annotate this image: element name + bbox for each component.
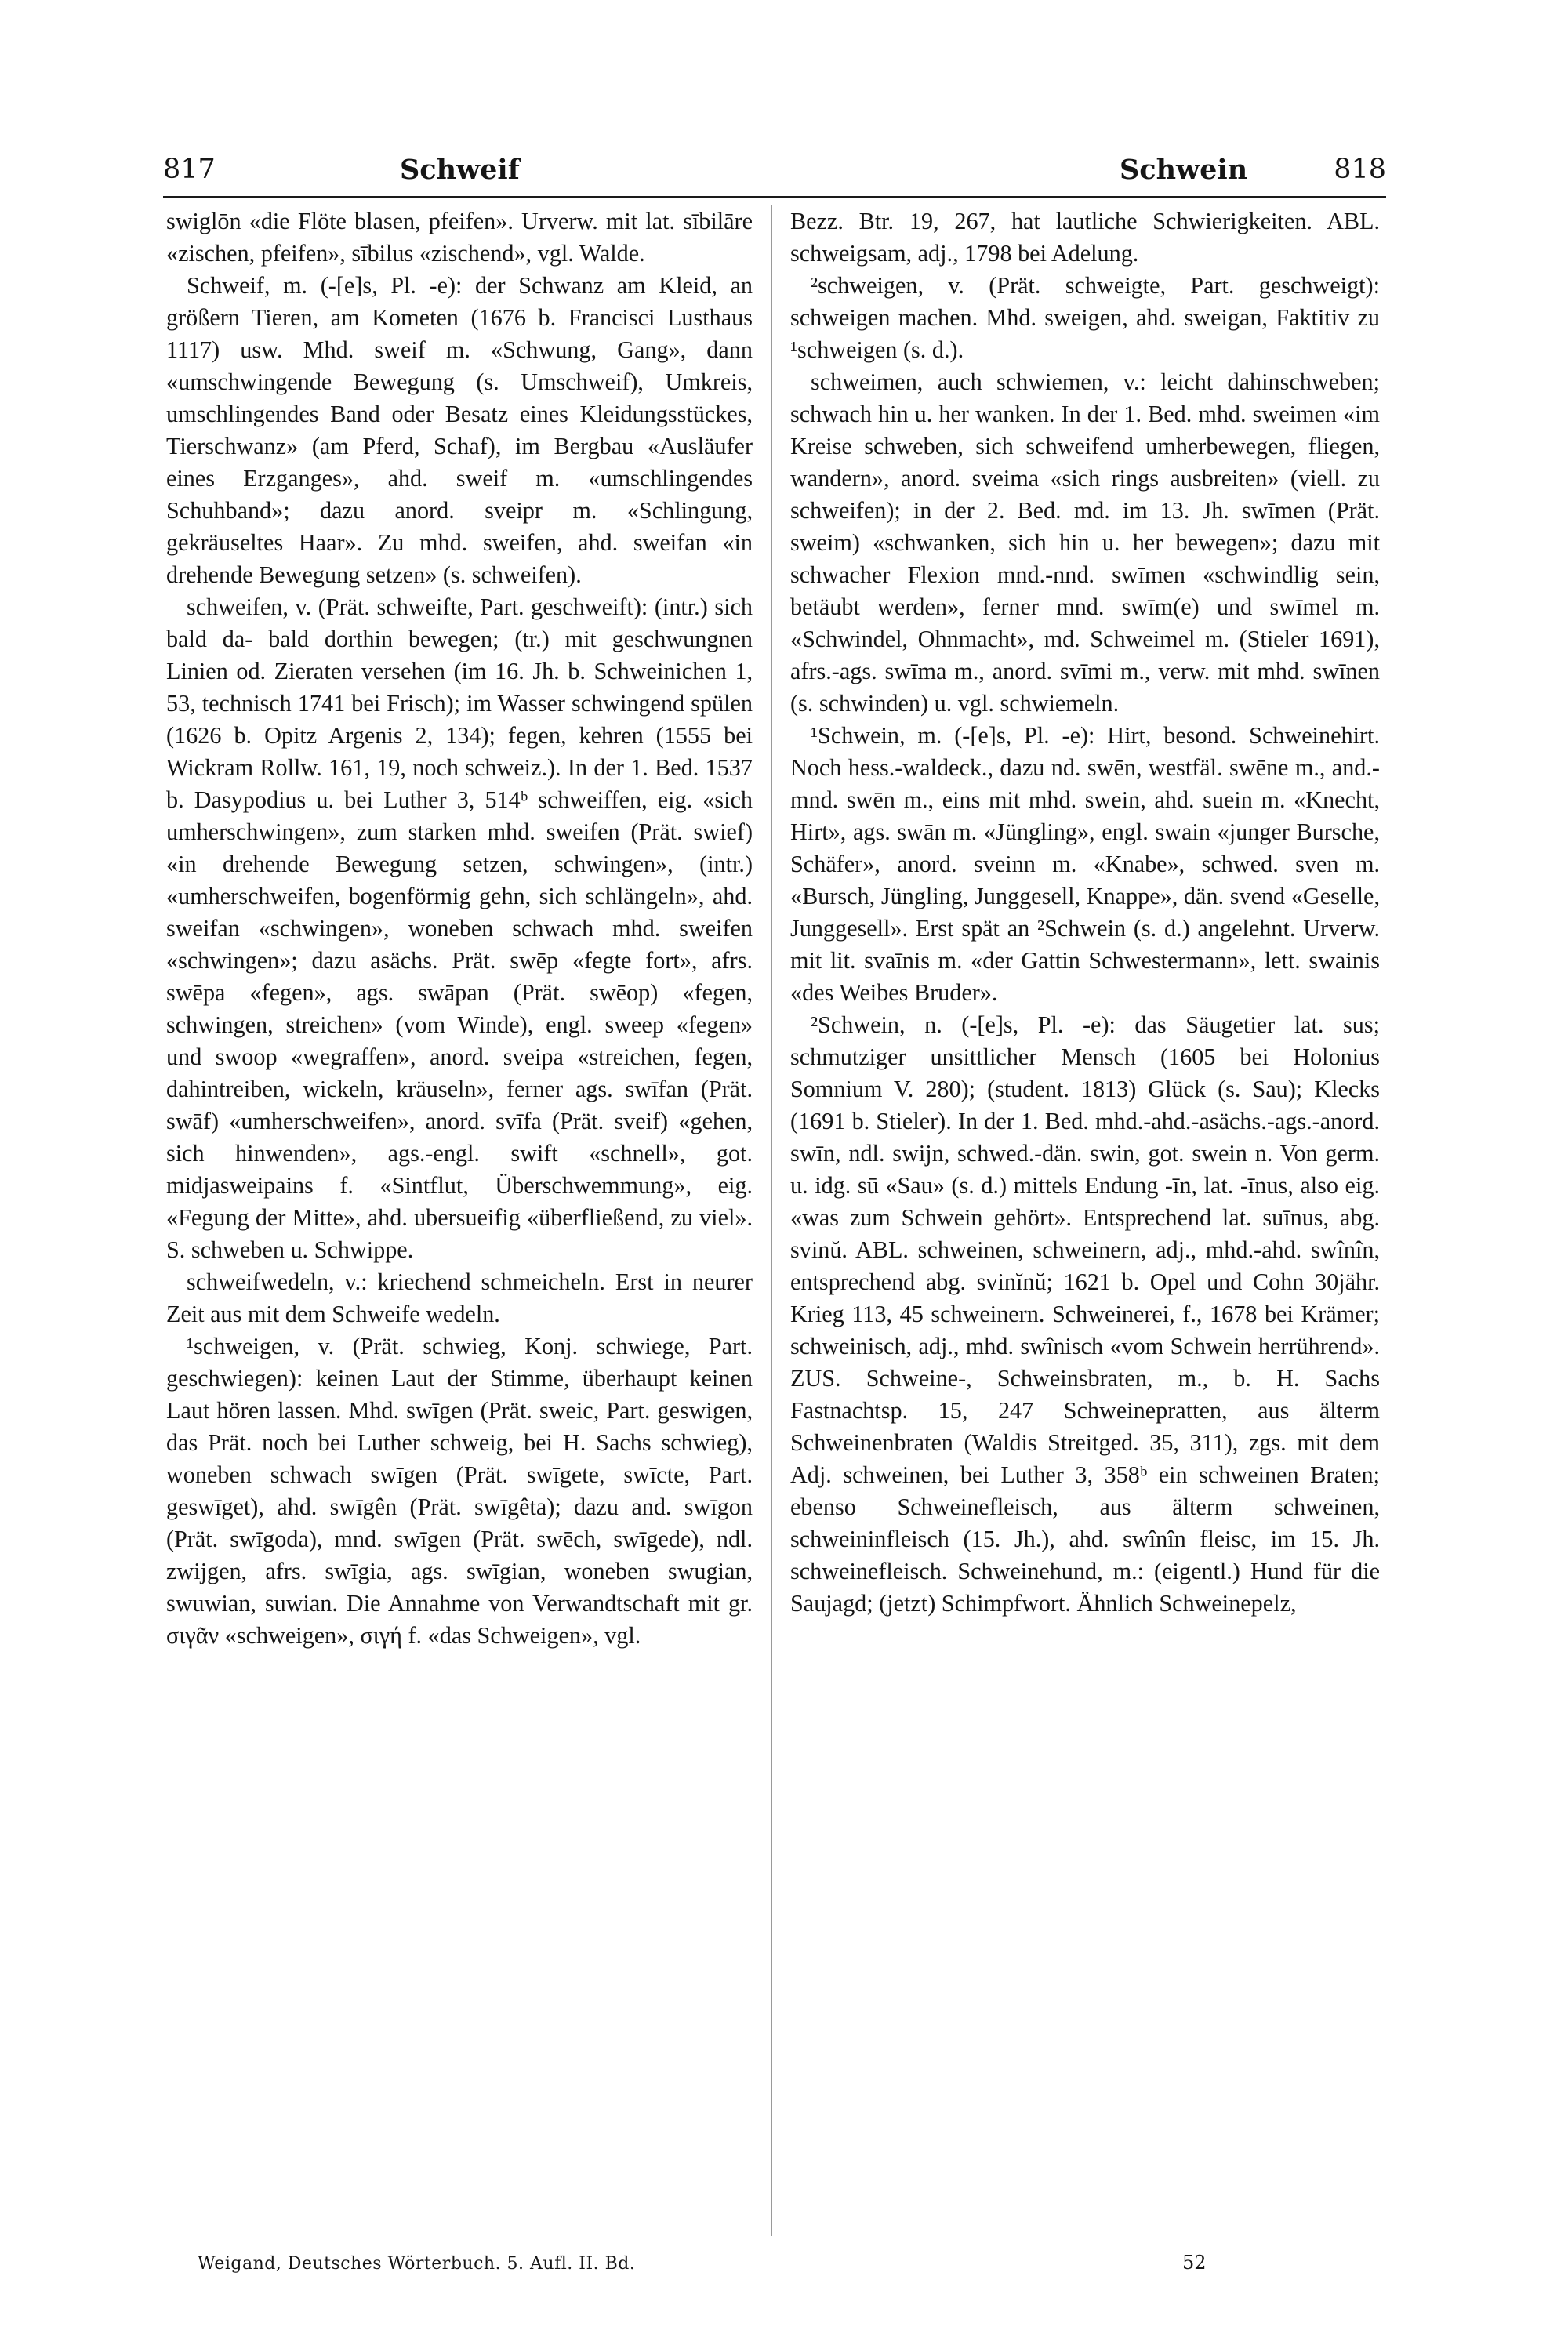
dictionary-entry: schweifen, v. (Prät. schweifte, Part. geschweift): (intr.) sich bald da- bald dorthin bewegen; (tr.) mit geschwungnen Linien od. Zieraten versehen (im 16. Jh. b. Schweinichen 1, 53, technisch 1741 bei Frisch); im Wasser schwingend spülen (1626 b. Opitz Argenis 2, 134); fegen, kehren (1555 bei Wickram Rollw. 161, 19, noch schweiz.). In der 1. Bed. 1537 b. Dasypodius u. bei Luther 3, 514ᵇ schweiffen, eig. «sich umherschwingen», zum starken mhd. sweifen (Prät. swief) «in drehende Bewegung setzen, schwingen», (intr.) «umherschweifen, bogenförmig gehn, sich schlängeln», ahd. sweifan «schwingen», woneben schwach mhd. sweifen «schwingen»; dazu asächs. Prät. swēp «fegte fort», afrs. swēpa «fegen», ags. swāpan (Prät. swēop) «fegen, schwingen, streichen» (vom Winde), engl. sweep «fegen» und swoop «wegraffen», anord. sveipa «streichen, fegen, dahintreiben, wickeln, kräuseln», ferner ags. swīfan (Prät. swāf) «umherschweifen», anord. svīfa (Prät. sveif) «gehen, sich hinwenden», ags.-engl. swift «schnell», got. midjasweipains f. «Sintflut, Überschwemmung», eig. «Fegung der Mitte», ahd. ubersueifig «überfließend, zu viel». S. schweben u. Schwippe. [166,593,753,1263]
header-rule [163,196,1386,198]
right-column [790,205,1380,2236]
running-header [163,154,1386,188]
column-divider [771,205,772,2236]
page-number-left: 817 [163,154,216,185]
dictionary-entry: Bezz. Btr. 19, 267, hat lautliche Schwierigkeiten. ABL. schweigsam, adj., 1798 bei Adelung. [790,208,1380,267]
page-number-right: 818 [1334,154,1386,185]
dictionary-entry: ¹schweigen, v. (Prät. schwieg, Konj. schwiege, Part. geschwiegen): keinen Laut der Stimme, überhaupt keinen Laut hören lassen. Mhd. swīgen (Prät. sweic, Part. geswigen, das Prät. noch bei Luther schweig, bei H. Sachs schwieg), woneben schwach swīgen (Prät. swīgete, swīcte, Part. geswīget), ahd. swīgên (Prät. swīgêta); dazu and. swīgon (Prät. swīgoda), mnd. swīgen (Prät. swēch, swīgede), ndl. zwijgen, afrs. swīgia, ags. swīgian, woneben swugian, swuwian, suwian. Die Annahme von Verwandtschaft mit gr. σιγᾶν «schweigen», σιγή f. «das Schweigen», vgl. [166,1333,753,1649]
running-title-left: Schweif [400,154,520,186]
dictionary-entry: schweimen, auch schwiemen, v.: leicht dahinschweben; schwach hin u. her wanken. In der 1. Bed. mhd. sweimen «im Kreise schweben, sich schweifend umherbewegen, fliegen, wandern», anord. sveima «sich rings ausbreiten» (viell. zu schweifen); in der 2. Bed. md. im 13. Jh. swīmen (Prät. sweim) «schwanken, sich hin u. her bewegen»; dazu mit schwacher Flexion mnd.-nnd. swīmen «schwindlig sein, betäubt werden», ferner mnd. swīm(e) und swīmel m. «Schwindel, Ohnmacht», md. Schweimel m. (Stieler 1691), afrs.-ags. swīma m., anord. svīmi m., verw. mit mhd. swīnen (s. schwinden) u. vgl. schwiemeln. [790,368,1380,717]
footer-imprint: Weigand, Deutsches Wörterbuch. 5. Aufl. II. Bd. [198,2254,636,2274]
dictionary-entry: ²Schwein, n. (-[e]s, Pl. -e): das Säugetier lat. sus; schmutziger unsittlicher Mensch (1605 bei Holonius Somnium V. 280); (student. 1813) Glück (s. Sau); Klecks (1691 b. Stieler). In der 1. Bed. mhd.-ahd.-asächs.-ags.-anord. swīn, ndl. swijn, schwed.-dän. swin, got. swein n. Von germ. u. idg. sū «Sau» (s. d.) mittels Endung -īn, lat. -īnus, also eig. «was zum Schwein gehört». Entsprechend lat. suīnus, abg. svinŭ. ABL. schweinen, schweinern, adj., mhd.-ahd. swînîn, entsprechend abg. svinĭnŭ; 1621 b. Opel und Cohn 30jähr. Krieg 113, 45 schweinern. Schweinerei, f., 1678 bei Krämer; schweinisch, adj., mhd. swînisch «vom Schwein herrührend». ZUS. Schweine-, Schweinsbraten, m., b. H. Sachs Fastnachtsp. 15, 247 Schweinepratten, aus älterm Schweinenbraten (Waldis Streitged. 35, 311), zgs. mit dem Adj. schweinen, bei Luther 3, 358ᵇ ein schweinen Braten; ebenso Schweinefleisch, aus älterm schweinen, schweininfleisch (15. Jh.), ahd. swînîn fleisc, im 15. Jh. schweinefleisch. Schweinehund, m.: (eigentl.) Hund für die Saujagd; (jetzt) Schimpfwort. Ähnlich Schweinepelz, [790,1011,1380,1617]
running-title-right: Schwein [1120,154,1248,186]
left-column [166,205,753,2236]
dictionary-entry: Schweif, m. (-[e]s, Pl. -e): der Schwanz am Kleid, an größern Tieren, am Kometen (1676 b. Francisci Lusthaus 1117) usw. Mhd. sweif m. «Schwung, Gang», dann «umschwingende Bewegung (s. Umschweif), Umkreis, umschlingendes Band oder Besatz eines Kleidungsstückes, Tierschwanz» (am Pferd, Schaf), im Bergbau «Ausläufer eines Erzganges», ahd. sweif m. «umschlingendes Schuhband»; dazu anord. sveipr m. «Schlingung, gekräuseltes Haar». Zu mhd. sweifen, ahd. sweifan «in drehende Bewegung setzen» (s. schweifen). [166,272,753,588]
dictionary-entry: swiglōn «die Flöte blasen, pfeifen». Urverw. mit lat. sībilāre «zischen, pfeifen», sībilus «zischend», vgl. Walde. [166,208,753,267]
dictionary-entry: ²schweigen, v. (Prät. schweigte, Part. geschweigt): schweigen machen. Mhd. sweigen, ahd. sweigan, Faktitiv zu ¹schweigen (s. d.). [790,272,1380,363]
dictionary-entry: schweifwedeln, v.: kriechend schmeicheln. Erst in neurer Zeit aus mit dem Schweife wedeln. [166,1269,753,1327]
dictionary-entry: ¹Schwein, m. (-[e]s, Pl. -e): Hirt, besond. Schweinehirt. Noch hess.-waldeck., dazu nd. swēn, westfäl. swēne m., and.-mnd. swēn m., eins mit mhd. swein, ahd. suein m. «Knecht, Hirt», ags. swān m. «Jüngling», engl. swain «junger Bursche, Schäfer», anord. sveinn m. «Knabe», schwed. sven m. «Bursch, Jüngling, Junggesell, Knappe», dän. svend «Geselle, Junggesell». Erst spät an ²Schwein (s. d.) angelehnt. Urverw. mit lit. svaīnis m. «der Gattin Schwestermann», lett. swainis «des Weibes Bruder». [790,722,1380,1006]
sheet-number: 52 [1182,2252,1207,2274]
